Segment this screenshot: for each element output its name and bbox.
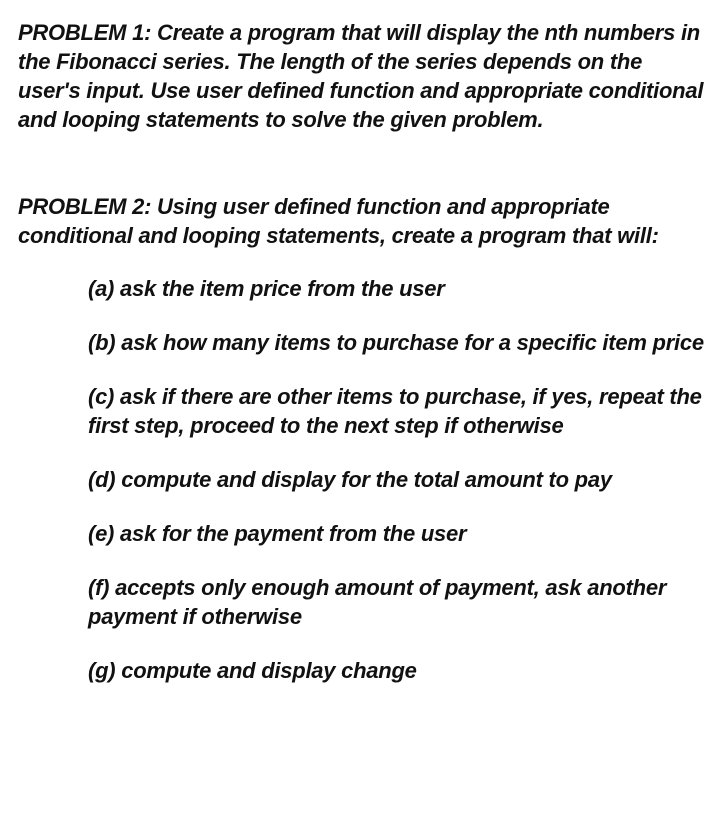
step-d: (d) compute and display for the total amount to pay — [88, 467, 612, 492]
step-c: (c) ask if there are other items to purchase, if yes, repeat the first step, proceed to the next step if otherwise — [88, 384, 702, 438]
step-a: (a) ask the item price from the user — [88, 276, 445, 301]
problem-2-intro: PROBLEM 2: Using user defined function and appropriate conditional and looping statements, create a program that will: — [18, 194, 659, 248]
step-e: (e) ask for the payment from the user — [88, 521, 467, 546]
step-g: (g) compute and display change — [88, 658, 417, 683]
problem-2-steps — [18, 274, 708, 685]
problem-1-text: PROBLEM 1: Create a program that will display the nth numbers in the Fibonacci series. The length of the series depends on the user's input. Use user defined function and appropriate conditional and looping statements to solve the given problem. — [18, 20, 704, 132]
step-b: (b) ask how many items to purchase for a specific item price — [88, 330, 704, 355]
step-f: (f) accepts only enough amount of payment, ask another payment if otherwise — [88, 575, 667, 629]
document — [18, 18, 708, 685]
